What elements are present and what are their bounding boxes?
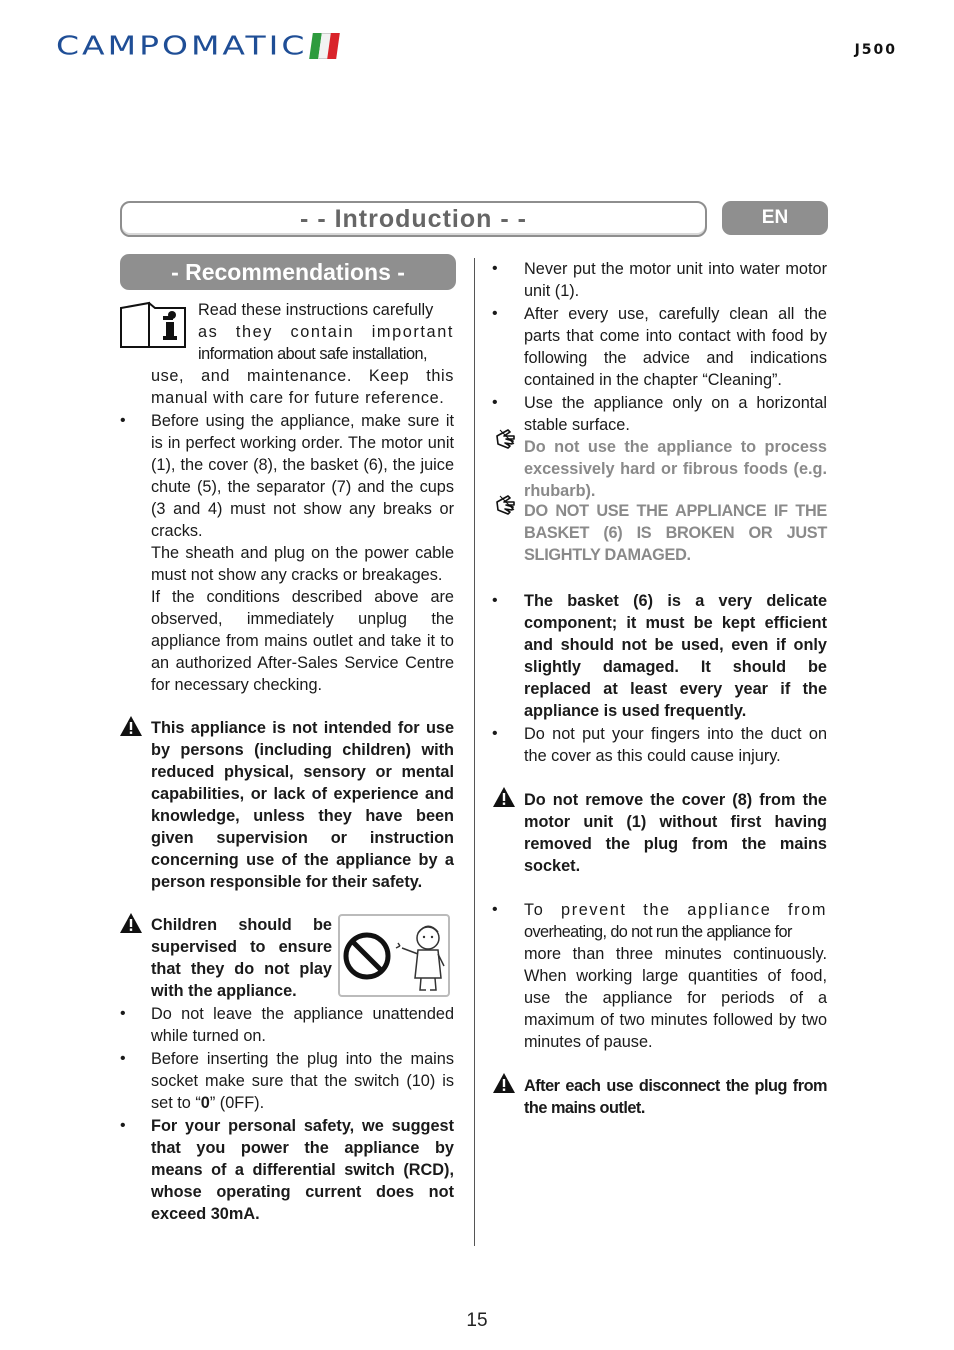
- cover-warning: Do not remove the cover (8) from the motor unit (1) without first having removed the plug from the mains socket.: [524, 791, 827, 875]
- subsection-title: - Recommendations -: [120, 254, 456, 290]
- warning-triangle-icon: [119, 912, 143, 934]
- cleaning-item: After every use, carefully clean all the parts that come into contact with food by following the advice and indications contained in the chapter “Cleaning”.: [524, 305, 827, 389]
- hard-foods-warning: Do not use the appliance to process excessively hard or fibrous foods (e.g. rhubarb).: [524, 438, 827, 500]
- brand-name: CAMPOMATIC: [56, 30, 308, 61]
- info-text-line1: Read these instructions carefully: [198, 301, 434, 319]
- column-divider: [474, 258, 475, 1246]
- bullet-icon: •: [492, 592, 498, 609]
- bullet-icon: •: [492, 725, 498, 742]
- switch-off-item: Before inserting the plug into the mains socket make sure that the switch (10) is set to “0” (0FF).: [151, 1050, 454, 1112]
- overheating-line2: overheating, do not run the appliance for: [524, 923, 792, 941]
- bullet-icon: •: [492, 394, 498, 411]
- hand-pointing-icon: [494, 426, 518, 450]
- disconnect-warning: After each use disconnect the plug from the mains outlet.: [524, 1077, 827, 1117]
- broken-basket-warning: DO NOT USE THE APPLIANCE IF THE BASKET (6) IS BROKEN OR JUST SLIGHTLY DAMAGED.: [524, 502, 827, 564]
- section-title: - - Introduction - -: [120, 201, 707, 237]
- water-item: Never put the motor unit into water motor unit (1).: [524, 260, 827, 300]
- overheating-rest: more than three minutes continuously. When working large quantities of food, use the appliance for periods of a maximum of two minutes followed by two minutes of pause.: [524, 945, 827, 1051]
- bullet-icon: •: [120, 1117, 126, 1134]
- info-text-line2: as they contain important: [198, 323, 454, 341]
- bullet-icon: •: [120, 412, 126, 429]
- power-cable-text: The sheath and plug on the power cable must not show any cracks or breakages.: [151, 544, 454, 584]
- info-text-rest: use, and maintenance. Keep this manual with care for future reference.: [151, 367, 454, 407]
- page-number: 15: [466, 1310, 488, 1331]
- overheating-line1: To prevent the appliance from: [524, 901, 827, 919]
- bullet-icon: •: [492, 260, 498, 277]
- warning-triangle-icon: [119, 715, 143, 737]
- safety-check-text: Before using the appliance, make sure it is in perfect working order. The motor unit (1), the cover (8), the basket (6), the juice chute (5), the separator (7) and the cups (3 and 4) must not show any breaks or cracks.: [151, 412, 454, 540]
- bullet-icon: •: [120, 1005, 126, 1022]
- italian-flag-icon: [310, 33, 341, 59]
- capabilities-warning: This appliance is not intended for use by persons (including children) with reduced physical, sensory or mental capabilities, or lack of experience and knowledge, unless they have been given supervision or instruction concerning use of the appliance by a person responsible for their safety.: [151, 719, 454, 891]
- children-warning: Children should be supervised to ensure that they do not play with the appliance.: [151, 916, 332, 1000]
- model-code: J500: [854, 42, 897, 58]
- bullet-icon: •: [492, 305, 498, 322]
- bullet-icon: •: [120, 1050, 126, 1067]
- info-manual-icon: [119, 300, 189, 350]
- warning-triangle-icon: [492, 1072, 516, 1094]
- basket-item: The basket (6) is a very delicate component; it must be kept efficient and should not be used, even if only slightly damaged. It should be replaced at least every year if the appliance is used frequently.: [524, 592, 827, 720]
- fingers-item: Do not put your fingers into the duct on the cover as this could cause injury.: [524, 725, 827, 765]
- no-children-icon: [338, 914, 450, 997]
- warning-triangle-icon: [492, 786, 516, 808]
- hand-pointing-icon: [494, 492, 518, 516]
- brand-logo: [56, 30, 338, 62]
- surface-item: Use the appliance only on a horizontal stable surface.: [524, 394, 827, 434]
- rcd-item: For your personal safety, we suggest that you power the appliance by means of a differential switch (RCD), whose operating current does not exceed 30mA.: [151, 1117, 454, 1223]
- bullet-icon: •: [492, 901, 498, 918]
- safety-check-item: [151, 410, 454, 696]
- info-text-line3: information about safe installation,: [198, 345, 428, 363]
- unattended-item: Do not leave the appliance unattended while turned on.: [151, 1005, 454, 1045]
- language-badge: EN: [722, 201, 828, 235]
- service-centre-text: If the conditions described above are observed, immediately unplug the appliance from mains outlet and take it to an authorized After-Sales Service Centre for necessary checking.: [151, 588, 454, 694]
